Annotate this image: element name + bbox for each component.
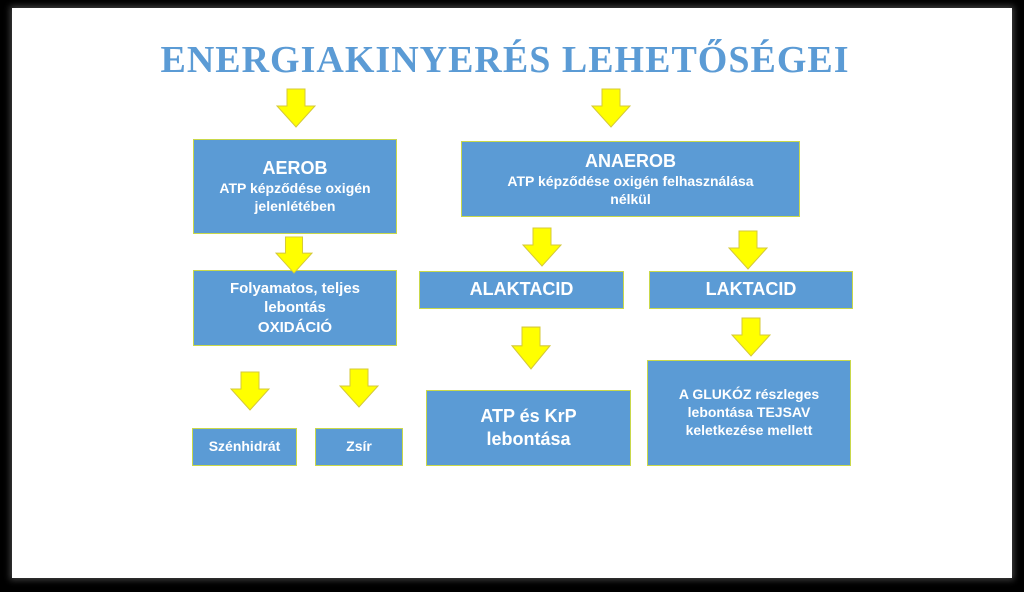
fat-label: Zsír	[346, 438, 372, 455]
aerob-subtitle-line2: jelenlétében	[254, 198, 336, 215]
laktacid-detail-line1: A GLUKÓZ részleges	[678, 386, 820, 403]
aerob-process-line2: lebontás	[264, 299, 326, 317]
down-arrow-icon	[591, 88, 631, 128]
alaktacid-detail-box	[426, 390, 631, 466]
aerob-box	[193, 139, 397, 234]
laktacid-detail-box	[647, 360, 851, 466]
anaerob-title: ANAEROB	[584, 150, 676, 171]
anaerob-subtitle-line1: ATP képződése oxigén felhasználása	[507, 172, 754, 189]
aerob-process-line1: Folyamatos, teljes	[229, 280, 361, 298]
down-arrow-icon	[276, 88, 316, 128]
down-arrow-icon	[728, 230, 768, 270]
carbohydrate-box	[192, 428, 297, 466]
aerob-process-line3: OXIDÁCIÓ	[257, 318, 333, 336]
down-arrow-icon	[230, 371, 270, 411]
down-arrow-icon	[511, 326, 551, 370]
down-arrow-icon	[275, 236, 313, 274]
alaktacid-detail-line2: lebontása	[486, 429, 571, 449]
laktacid-detail-line3: keletkezése mellett	[685, 421, 813, 438]
anaerob-subtitle-line2: nélkül	[610, 190, 651, 207]
anaerob-box	[461, 141, 800, 217]
aerob-subtitle-line1: ATP képződése oxigén	[219, 180, 371, 197]
alaktacid-box	[419, 271, 624, 309]
down-arrow-icon	[731, 317, 771, 357]
aerob-process-box	[193, 270, 397, 346]
slide-title: ENERGIAKINYERÉS LEHETŐSÉGEI	[160, 39, 850, 81]
alaktacid-detail-line1: ATP és KrP	[480, 405, 577, 426]
aerob-title: AEROB	[262, 158, 328, 179]
down-arrow-icon	[522, 227, 562, 267]
laktacid-detail-line2: lebontása TEJSAV	[687, 404, 811, 421]
down-arrow-icon	[339, 368, 379, 408]
fat-box	[315, 428, 403, 466]
laktacid-box	[649, 271, 853, 309]
alaktacid-title: ALAKTACID	[469, 279, 574, 300]
carbohydrate-label: Szénhidrát	[208, 438, 281, 455]
laktacid-title: LAKTACID	[705, 279, 797, 300]
